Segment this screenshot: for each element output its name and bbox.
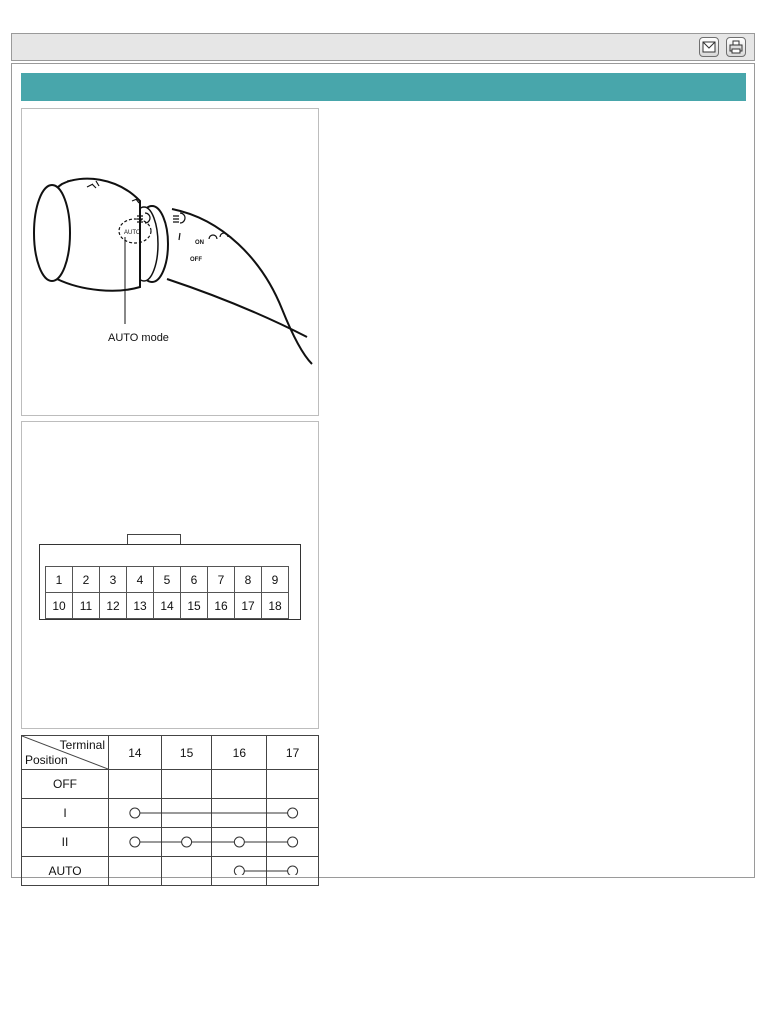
table-cell	[212, 799, 267, 828]
on-switch-text: ON	[195, 240, 204, 246]
pin: 1	[46, 567, 73, 593]
table-cell	[109, 799, 162, 828]
position-row-label: II	[22, 828, 109, 857]
pin: 14	[154, 593, 181, 619]
pin: 10	[46, 593, 73, 619]
table-cell	[267, 799, 319, 828]
table-cell	[267, 828, 319, 857]
terminal-col-header: 17	[267, 736, 319, 770]
table-cell	[161, 828, 212, 857]
table-cell	[212, 828, 267, 857]
position-header: Position	[25, 753, 68, 767]
off-switch-text: OFF	[190, 257, 202, 263]
pin: 17	[235, 593, 262, 619]
table-cell	[212, 770, 267, 799]
pin: 3	[100, 567, 127, 593]
mail-button[interactable]	[699, 37, 719, 57]
auto-switch-text: AUTO	[124, 230, 141, 236]
connector-diagram	[39, 534, 301, 618]
toolbar	[11, 33, 755, 61]
figure-continuity-table	[21, 735, 319, 878]
table-cell	[267, 857, 319, 886]
continuity-table	[21, 735, 319, 886]
pin: 18	[262, 593, 289, 619]
pin: 7	[208, 567, 235, 593]
print-icon	[729, 40, 743, 54]
pin: 2	[73, 567, 100, 593]
mail-icon	[702, 40, 716, 54]
pin: 6	[181, 567, 208, 593]
pin: 11	[73, 593, 100, 619]
pin: 16	[208, 593, 235, 619]
figure-connector	[21, 421, 319, 729]
pin: 5	[154, 567, 181, 593]
print-button[interactable]	[726, 37, 746, 57]
terminal-col-header: 15	[161, 736, 212, 770]
connector-pin-grid	[45, 566, 289, 619]
pin: 4	[127, 567, 154, 593]
table-cell	[212, 857, 267, 886]
terminal-header: Terminal	[59, 738, 105, 752]
table-cell	[109, 857, 162, 886]
section-title-bar	[21, 73, 746, 101]
terminal-col-header: 16	[212, 736, 267, 770]
table-cell	[161, 770, 212, 799]
terminal-col-header: 14	[109, 736, 162, 770]
position-row-label: I	[22, 799, 109, 828]
pin: 13	[127, 593, 154, 619]
table-cell	[109, 770, 162, 799]
pin: 9	[262, 567, 289, 593]
table-cell	[161, 857, 212, 886]
pin: 12	[100, 593, 127, 619]
content-frame	[11, 63, 755, 878]
pin: 15	[181, 593, 208, 619]
table-cell	[109, 828, 162, 857]
position-row-label: AUTO	[22, 857, 109, 886]
connector-body	[39, 544, 301, 620]
table-cell	[161, 799, 212, 828]
figure-switch-lever	[21, 108, 319, 416]
table-cell	[267, 770, 319, 799]
position-row-label: OFF	[22, 770, 109, 799]
auto-mode-callout: AUTO mode	[108, 332, 169, 344]
pin: 8	[235, 567, 262, 593]
table-corner-cell	[22, 736, 109, 770]
lever-illustration	[22, 109, 318, 415]
